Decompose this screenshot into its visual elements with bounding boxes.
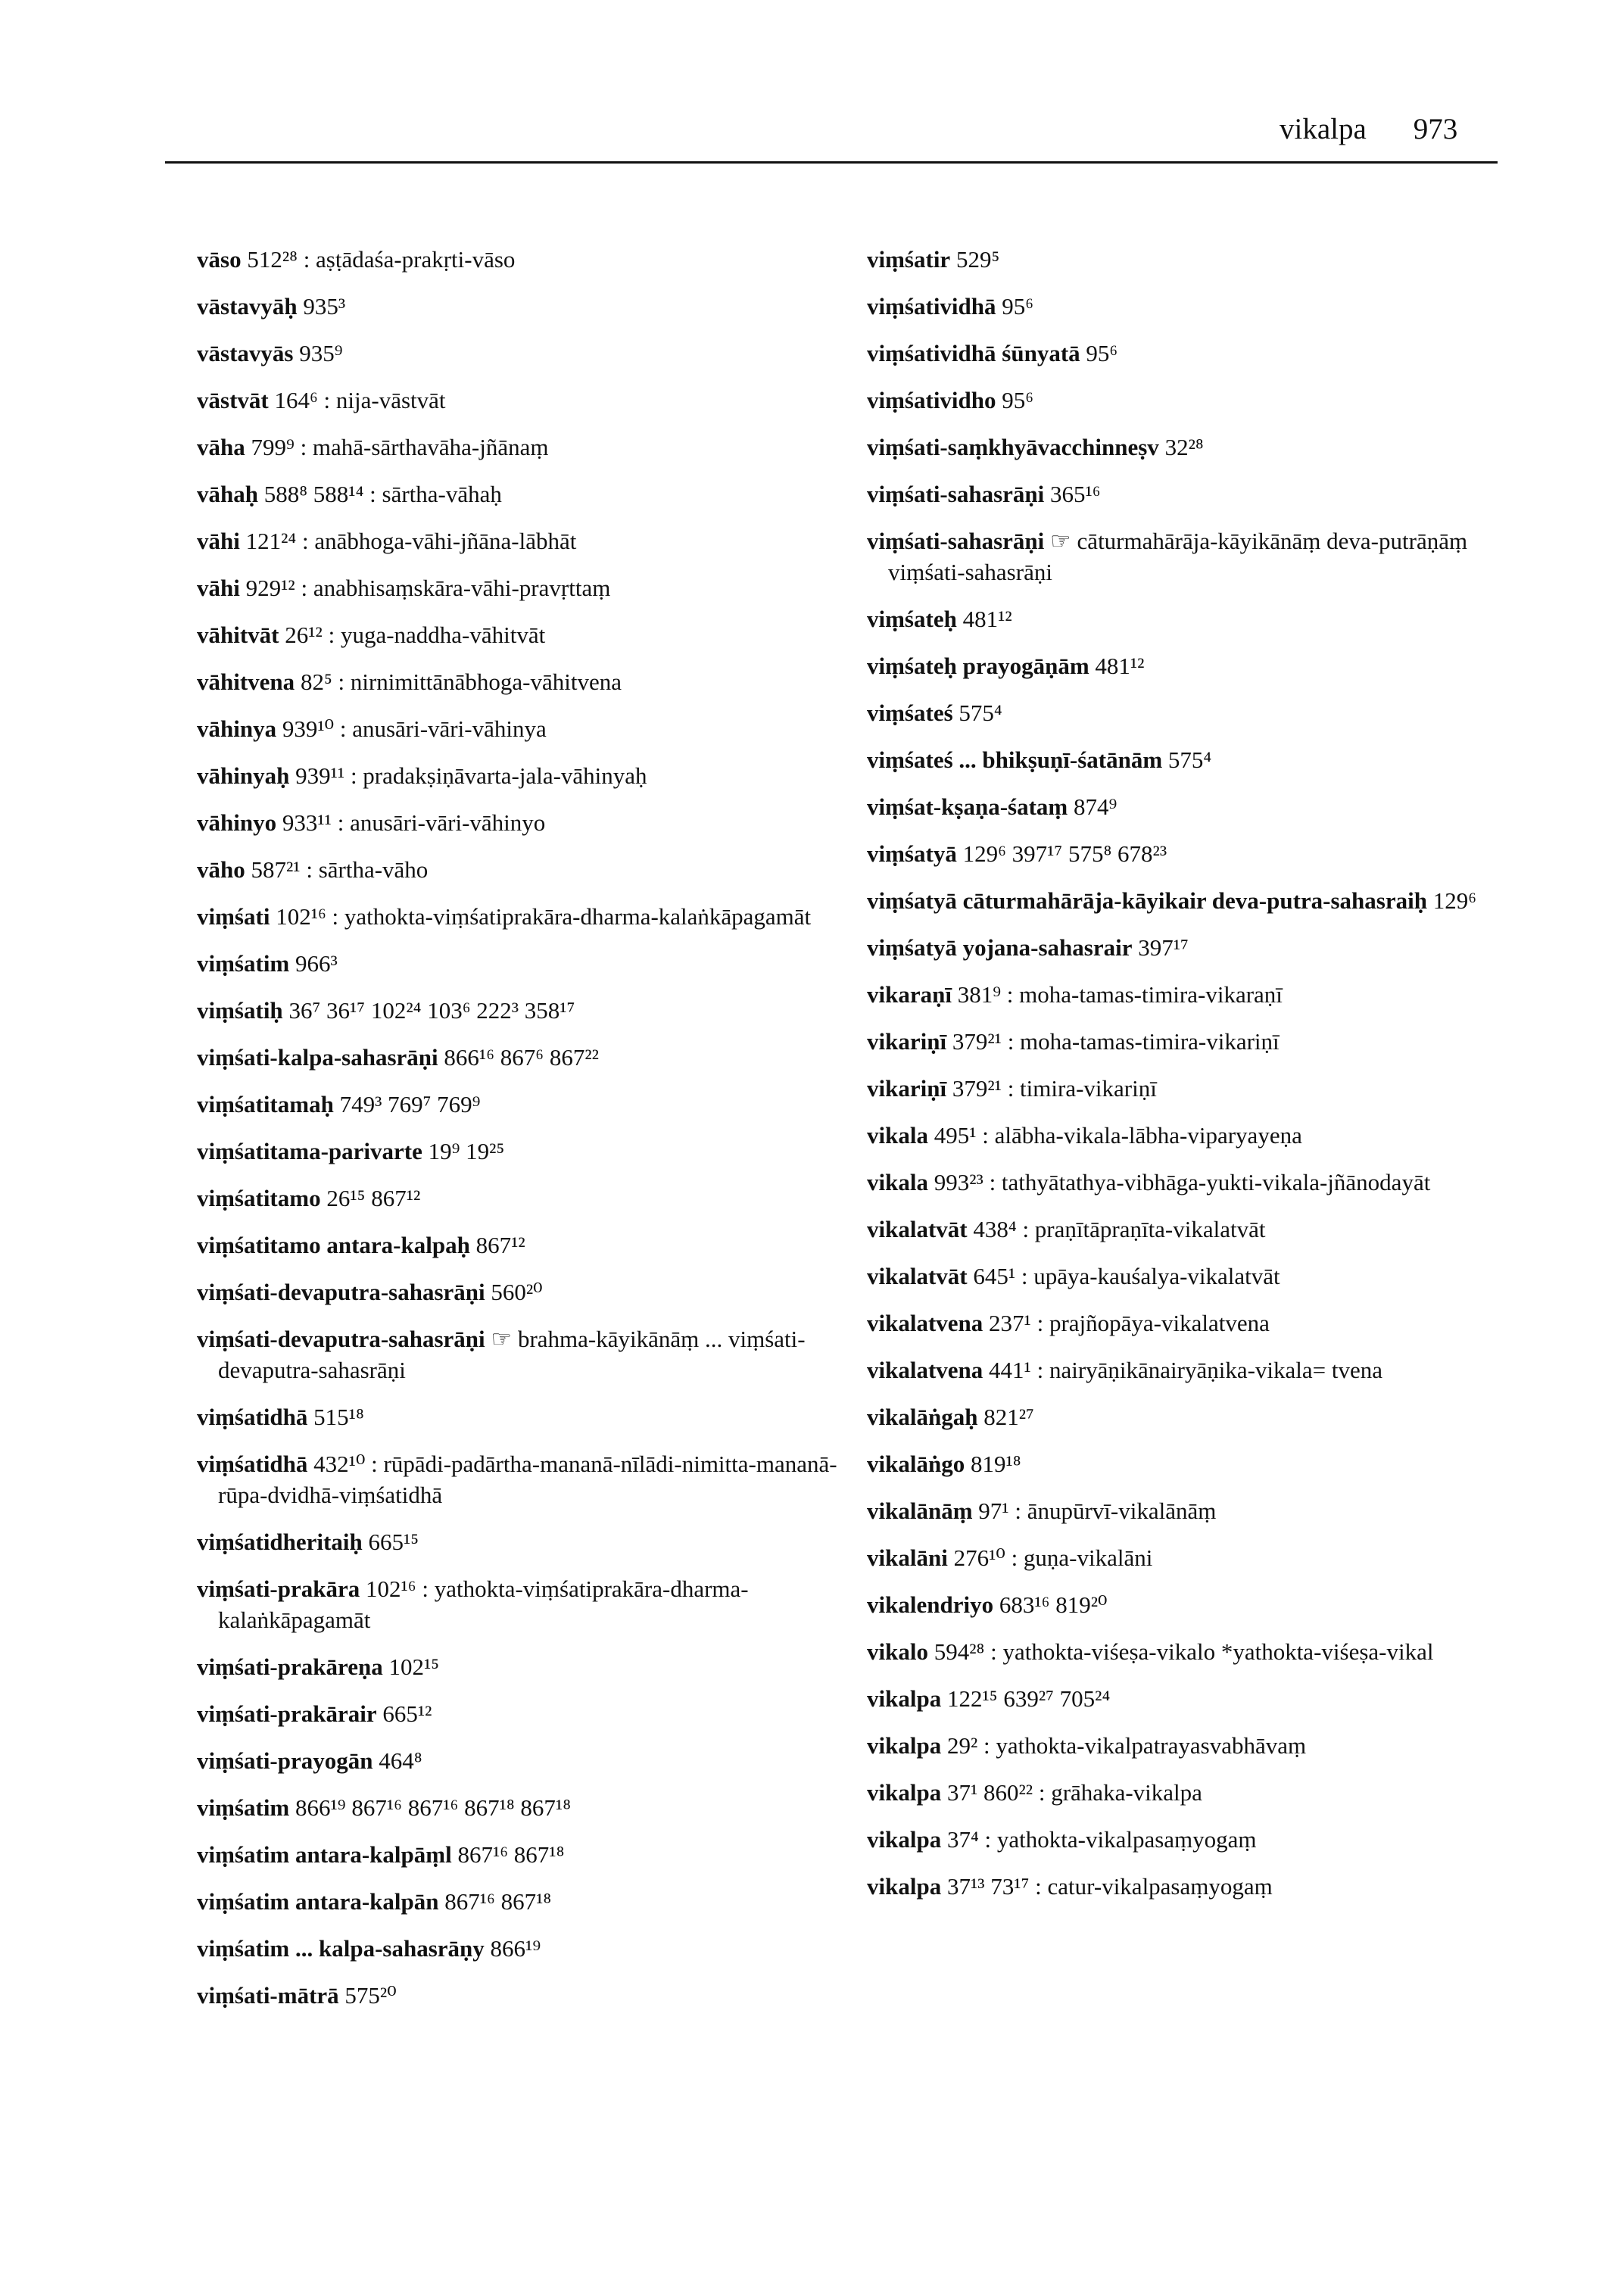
entry-context: : moha-tamas-timira-vikaraṇī (1001, 981, 1283, 1008)
entry-references: 867¹² (475, 1232, 525, 1258)
entry-references: 866¹⁹ 867¹⁶ 867¹⁶ 867¹⁸ 867¹⁸ (295, 1794, 572, 1821)
index-entry (867, 1589, 1548, 1620)
index-entry (867, 1214, 1548, 1245)
entry-references: 495¹ (934, 1122, 977, 1149)
index-entry (867, 1073, 1548, 1104)
entry-context: : nirnimittānābhoga-vāhitvena (332, 669, 622, 695)
index-entry (867, 1636, 1548, 1667)
index-entry (197, 291, 878, 322)
entry-headword: vikalatvāt (867, 1216, 968, 1242)
left-column (197, 244, 878, 2027)
entry-references: 819¹⁸ (970, 1451, 1021, 1477)
index-entry (197, 1183, 878, 1214)
entry-context: : timira-vikariṇī (1001, 1075, 1157, 1102)
entry-references: 867¹⁶ 867¹⁸ (457, 1841, 565, 1868)
entry-references: 560²⁰ (491, 1279, 543, 1305)
index-entry (867, 932, 1548, 963)
entry-headword: viṃśateḥ (867, 606, 957, 632)
entry-references: ☞ (1050, 528, 1071, 554)
entry-headword: vāhinyaḥ (197, 762, 290, 789)
entry-headword: viṃśatividhā (867, 293, 996, 319)
index-entry (867, 603, 1548, 634)
entry-context: : grāhaka-vikalpa (1033, 1779, 1202, 1806)
entry-headword: viṃśatim (197, 1794, 290, 1821)
entry-headword: vāstvāt (197, 387, 269, 413)
entry-references: 939¹⁰ (282, 715, 335, 742)
entry-context: : alābha-vikala-lābha-viparyayeṇa (976, 1122, 1302, 1149)
entry-references: 866¹⁶ 867⁶ 867²² (444, 1044, 599, 1071)
index-entry (867, 1777, 1548, 1808)
entry-context: : yathokta-vikalpatrayasvabhāvaṃ (977, 1732, 1307, 1759)
index-entry (867, 791, 1548, 822)
index-entry (867, 1401, 1548, 1432)
index-entry (197, 1089, 878, 1120)
index-entry (867, 838, 1548, 869)
index-entry (197, 1792, 878, 1823)
index-entry (867, 1495, 1548, 1526)
entry-references: 481¹² (962, 606, 1012, 632)
entry-references: 441¹ (989, 1357, 1031, 1383)
index-entry (867, 1448, 1548, 1479)
entry-references: 939¹¹ (295, 762, 345, 789)
entry-references: 82⁵ (300, 669, 332, 695)
entry-context: : sārtha-vāhaḥ (363, 481, 502, 507)
entry-references: 594²⁸ (934, 1638, 985, 1665)
index-entry (197, 385, 878, 416)
index-entry (867, 697, 1548, 728)
index-entry (197, 995, 878, 1026)
entry-headword: viṃśati-prakāreṇa (197, 1653, 383, 1680)
index-entry (867, 1167, 1548, 1198)
index-entry (197, 1651, 878, 1682)
entry-references: 29² (946, 1732, 978, 1759)
entry-context: : sārtha-vāho (300, 856, 429, 883)
index-entry (197, 619, 878, 650)
entry-references: 966³ (295, 950, 338, 977)
index-entry (197, 1573, 878, 1635)
entry-headword: vikala (867, 1169, 928, 1195)
entry-references: 683¹⁶ 819²⁰ (999, 1591, 1108, 1618)
entry-headword: viṃśatitamo (197, 1185, 321, 1211)
index-entry (867, 885, 1548, 916)
entry-headword: viṃśati-devaputra-sahasrāṇi (197, 1326, 485, 1352)
entry-headword: vāhi (197, 575, 240, 601)
entry-headword: vikalpa (867, 1826, 942, 1853)
entry-headword: viṃśati-devaputra-sahasrāṇi (197, 1279, 485, 1305)
entry-headword: viṃśati (197, 903, 270, 930)
entry-context: : yathokta-viśeṣa-vikalo *yathokta-viśeṣa-vikal (984, 1638, 1434, 1665)
index-entry (197, 338, 878, 369)
entry-references: 515¹⁸ (313, 1404, 364, 1430)
header-term: vikalpa (1280, 113, 1367, 145)
entry-references: 575⁴ (959, 700, 1002, 726)
entry-references: 935³ (303, 293, 346, 319)
entry-headword: viṃśatividhā śūnyatā (867, 340, 1080, 366)
entry-context: : yathokta-viṃśatiprakāra-dharma-kalaṅkāpagamāt (326, 903, 812, 930)
entry-headword: viṃśatyā yojana-sahasrair (867, 934, 1133, 961)
entry-headword: viṃśatidhā (197, 1451, 308, 1477)
header-rule (165, 161, 1498, 164)
index-entry (197, 478, 878, 510)
index-entry (197, 666, 878, 697)
entry-headword: vikalatvena (867, 1310, 983, 1336)
index-entry (197, 432, 878, 463)
entry-references: 665¹⁵ (368, 1529, 419, 1555)
entry-headword: vikalpa (867, 1732, 942, 1759)
entry-headword: viṃśati-saṃkhyāvacchinneṣv (867, 434, 1159, 460)
index-entry (867, 385, 1548, 416)
entry-headword: viṃśatyā (867, 840, 957, 867)
entry-context: : anābhoga-vāhi-jñāna-lābhāt (296, 528, 577, 554)
entry-headword: viṃśatitamo antara-kalpaḥ (197, 1232, 470, 1258)
entry-references: 438⁴ (973, 1216, 1017, 1242)
index-entry (197, 572, 878, 603)
entry-references: 588⁸ 588¹⁴ (263, 481, 364, 507)
index-entry (197, 760, 878, 791)
index-entry (867, 650, 1548, 681)
entry-headword: vāha (197, 434, 245, 460)
entry-references: 129⁶ (1432, 887, 1477, 914)
entry-headword: vikalpa (867, 1873, 942, 1900)
entry-references: 512²⁸ (247, 246, 298, 273)
entry-context: : mahā-sārthavāha-jñānaṃ (294, 434, 549, 460)
entry-references: 481¹² (1095, 653, 1145, 679)
entry-headword: viṃśati-kalpa-sahasrāṇi (197, 1044, 438, 1071)
index-entry (197, 1448, 878, 1510)
entry-references: 276¹⁰ (953, 1544, 1005, 1571)
entry-headword: viṃśati-prakārair (197, 1700, 377, 1727)
entry-headword: viṃśatim (197, 950, 290, 977)
entry-context: : moha-tamas-timira-vikariṇī (1001, 1028, 1280, 1055)
entry-references: 464⁸ (379, 1747, 422, 1774)
entry-headword: viṃśatim antara-kalpāṃl (197, 1841, 452, 1868)
entry-headword: viṃśatividho (867, 387, 996, 413)
entry-references: 575²⁰ (344, 1982, 397, 2009)
entry-headword: viṃśatitama-parivarte (197, 1138, 422, 1164)
entry-context: : yuga-naddha-vāhitvāt (322, 622, 546, 648)
entry-context: : pradakṣiṇāvarta-jala-vāhinyaḥ (344, 762, 647, 789)
entry-headword: vikalāṅgaḥ (867, 1404, 978, 1430)
index-entry (197, 807, 878, 838)
entry-headword: vāhi (197, 528, 240, 554)
index-entry (197, 1230, 878, 1261)
entry-headword: vikalāṅgo (867, 1451, 965, 1477)
entry-references: 929¹² (245, 575, 295, 601)
entry-headword: vikalatvāt (867, 1263, 968, 1289)
entry-headword: vikalpa (867, 1779, 942, 1806)
entry-headword: viṃśati-mātrā (197, 1982, 339, 2009)
entry-headword: vikalo (867, 1638, 928, 1665)
entry-headword: viṃśatim ... kalpa-sahasrāṇy (197, 1935, 485, 1962)
entry-references: 122¹⁵ 639²⁷ 705²⁴ (946, 1685, 1111, 1712)
index-entry (867, 1730, 1548, 1761)
index-entry (867, 1354, 1548, 1385)
entry-references: 867¹⁶ 867¹⁸ (444, 1888, 552, 1915)
entry-references: 102¹⁵ (388, 1653, 440, 1680)
entry-references: 432¹⁰ (313, 1451, 366, 1477)
entry-references: 587²¹ (251, 856, 301, 883)
running-header (1280, 112, 1457, 146)
entry-references: 37⁴ (946, 1826, 979, 1853)
entry-context: : rūpādi-padārtha-mananā-nīlādi-nimitta-mananā-rūpa-dvidhā-viṃśatidhā (218, 1451, 837, 1508)
entry-references: 95⁶ (1002, 293, 1034, 319)
entry-references: 529⁵ (955, 246, 1000, 273)
index-entry (867, 338, 1548, 369)
entry-references: 97¹ (978, 1498, 1009, 1524)
entry-references: 381⁹ (957, 981, 1002, 1008)
entry-references: 379²¹ (952, 1075, 1002, 1102)
index-entry (197, 948, 878, 979)
entry-references: 37¹³ 73¹⁷ (946, 1873, 1030, 1900)
entry-references: 575⁴ (1167, 746, 1212, 773)
entry-headword: viṃśat-kṣaṇa-śataṃ (867, 793, 1068, 820)
entry-headword: viṃśati-prayogān (197, 1747, 373, 1774)
entry-headword: vikariṇī (867, 1028, 947, 1055)
index-entry (197, 901, 878, 932)
entry-context: : guṇa-vikalāni (1005, 1544, 1153, 1571)
entry-headword: vāhinyo (197, 809, 277, 836)
entry-references: 645¹ (973, 1263, 1016, 1289)
entry-references: 164⁶ (274, 387, 318, 413)
entry-context: : yathokta-vikalpasaṃyogaṃ (978, 1826, 1257, 1853)
entry-context: : tathyātathya-vibhāga-yukti-vikala-jñānodayāt (983, 1169, 1431, 1195)
index-entry (867, 244, 1548, 275)
index-entry (867, 1308, 1548, 1339)
entry-references: 37¹ 860²² (946, 1779, 1033, 1806)
entry-references: 237¹ (989, 1310, 1031, 1336)
entry-headword: viṃśati-sahasrāṇi (867, 481, 1045, 507)
entry-references: 32²⁸ (1164, 434, 1204, 460)
index-entry (197, 1136, 878, 1167)
entry-references: 129⁶ 397¹⁷ 575⁸ 678²³ (962, 840, 1167, 867)
right-column (867, 244, 1548, 1918)
index-entry (867, 1026, 1548, 1057)
entry-references: 397¹⁷ (1138, 934, 1189, 961)
entry-headword: vikariṇī (867, 1075, 947, 1102)
entry-context: : yathokta-viṃśatiprakāra-dharma-kalaṅkāpagamāt (218, 1576, 749, 1633)
index-entry (197, 1042, 878, 1073)
entry-references: 95⁶ (1002, 387, 1034, 413)
index-entry (197, 854, 878, 885)
entry-headword: viṃśati-sahasrāṇi (867, 528, 1045, 554)
entry-context: : upāya-kauśalya-vikalatvāt (1015, 1263, 1280, 1289)
entry-references: 821²⁷ (983, 1404, 1034, 1430)
entry-references: 121²⁴ (245, 528, 297, 554)
entry-references: 866¹⁹ (490, 1935, 541, 1962)
entry-headword: viṃśati-prakāra (197, 1576, 360, 1602)
index-entry (197, 1698, 878, 1729)
entry-headword: viṃśatidheritaiḥ (197, 1529, 363, 1555)
entry-references: 26¹⁵ 867¹² (326, 1185, 421, 1211)
index-entry (197, 1980, 878, 2011)
entry-references: 665¹² (382, 1700, 432, 1727)
entry-headword: viṃśatim antara-kalpān (197, 1888, 439, 1915)
entry-context: : anusāri-vāri-vāhinya (334, 715, 547, 742)
index-entry (867, 525, 1548, 588)
entry-headword: viṃśatiḥ (197, 997, 283, 1024)
entry-headword: vikalpa (867, 1685, 942, 1712)
index-entry (867, 478, 1548, 510)
entry-headword: vāho (197, 856, 245, 883)
entry-context: : anusāri-vāri-vāhinyo (331, 809, 546, 836)
entry-headword: viṃśatir (867, 246, 951, 273)
index-entry (197, 1933, 878, 1964)
index-entry (867, 1824, 1548, 1855)
page-number: 973 (1413, 113, 1458, 145)
entry-headword: vikaraṇī (867, 981, 952, 1008)
entry-headword: viṃśateś (867, 700, 953, 726)
index-entry (867, 432, 1548, 463)
index-entry (197, 1745, 878, 1776)
entry-context: : nija-vāstvāt (317, 387, 446, 413)
index-entry (867, 979, 1548, 1010)
entry-references: ☞ (491, 1326, 513, 1352)
entry-context: cāturmahārāja-kāyikānāṃ deva-putrāṇāṃ viṃśati-sahasrāṇi (888, 528, 1468, 585)
entry-headword: viṃśatidhā (197, 1404, 308, 1430)
index-entry (197, 1323, 878, 1385)
index-entry (867, 1542, 1548, 1573)
index-entry (867, 291, 1548, 322)
entry-headword: vāhaḥ (197, 481, 258, 507)
entry-references: 993²³ (934, 1169, 983, 1195)
entry-references: 36⁷ 36¹⁷ 102²⁴ 103⁶ 222³ 358¹⁷ (288, 997, 575, 1024)
entry-context: : praṇītāpraṇīta-vikalatvāt (1016, 1216, 1266, 1242)
entry-headword: vāhitvena (197, 669, 295, 695)
index-entry (197, 1401, 878, 1432)
index-entry (867, 744, 1548, 775)
entry-context: : prajñopāya-vikalatvena (1030, 1310, 1270, 1336)
entry-headword: vikalāni (867, 1544, 948, 1571)
entry-headword: vikalānāṃ (867, 1498, 973, 1524)
entry-references: 799⁹ (251, 434, 295, 460)
index-entry (197, 1886, 878, 1917)
index-entry (197, 1526, 878, 1557)
entry-context: : nairyāṇikānairyāṇika-vikala= tvena (1030, 1357, 1383, 1383)
entry-context: : ānupūrvī-vikalānāṃ (1008, 1498, 1217, 1524)
entry-context: : anabhisaṃskāra-vāhi-pravṛttaṃ (295, 575, 611, 601)
index-entry (197, 525, 878, 556)
entry-headword: vāstavyās (197, 340, 294, 366)
index-entry (197, 713, 878, 744)
entry-context: : catur-vikalpasaṃyogaṃ (1029, 1873, 1273, 1900)
entry-headword: vikalendriyo (867, 1591, 994, 1618)
index-entry (867, 1683, 1548, 1714)
entry-references: 379²¹ (952, 1028, 1002, 1055)
entry-references: 26¹² (285, 622, 323, 648)
entry-context: : aṣṭādaśa-prakṛti-vāso (297, 246, 516, 273)
entry-references: 935⁹ (299, 340, 343, 366)
entry-headword: viṃśateḥ prayogāṇām (867, 653, 1089, 679)
index-entry (197, 244, 878, 275)
entry-headword: vāstavyāḥ (197, 293, 298, 319)
entry-references: 19⁹ 19²⁵ (428, 1138, 505, 1164)
entry-context: brahma-kāyikānāṃ ... viṃśati-devaputra-sahasrāṇi (218, 1326, 806, 1383)
entry-headword: vāhitvāt (197, 622, 279, 648)
entry-references: 102¹⁶ (366, 1576, 416, 1602)
index-entry (867, 1261, 1548, 1292)
entry-headword: vikalatvena (867, 1357, 983, 1383)
entry-headword: viṃśatitamaḥ (197, 1091, 334, 1117)
entry-references: 102¹⁶ (276, 903, 326, 930)
index-entry (197, 1839, 878, 1870)
index-entry (867, 1871, 1548, 1902)
entry-references: 749³ 769⁷ 769⁹ (339, 1091, 481, 1117)
entry-headword: vāhinya (197, 715, 277, 742)
index-entry (197, 1276, 878, 1308)
entry-references: 874⁹ (1073, 793, 1117, 820)
entry-references: 95⁶ (1086, 340, 1118, 366)
entry-references: 933¹¹ (282, 809, 332, 836)
index-entry (867, 1120, 1548, 1151)
entry-headword: vāso (197, 246, 242, 273)
entry-headword: viṃśatyā cāturmahārāja-kāyikair deva-putra-sahasraiḥ (867, 887, 1427, 914)
entry-references: 365¹⁶ (1050, 481, 1101, 507)
entry-headword: viṃśateś ... bhikṣuṇī-śatānām (867, 746, 1163, 773)
entry-headword: vikala (867, 1122, 928, 1149)
